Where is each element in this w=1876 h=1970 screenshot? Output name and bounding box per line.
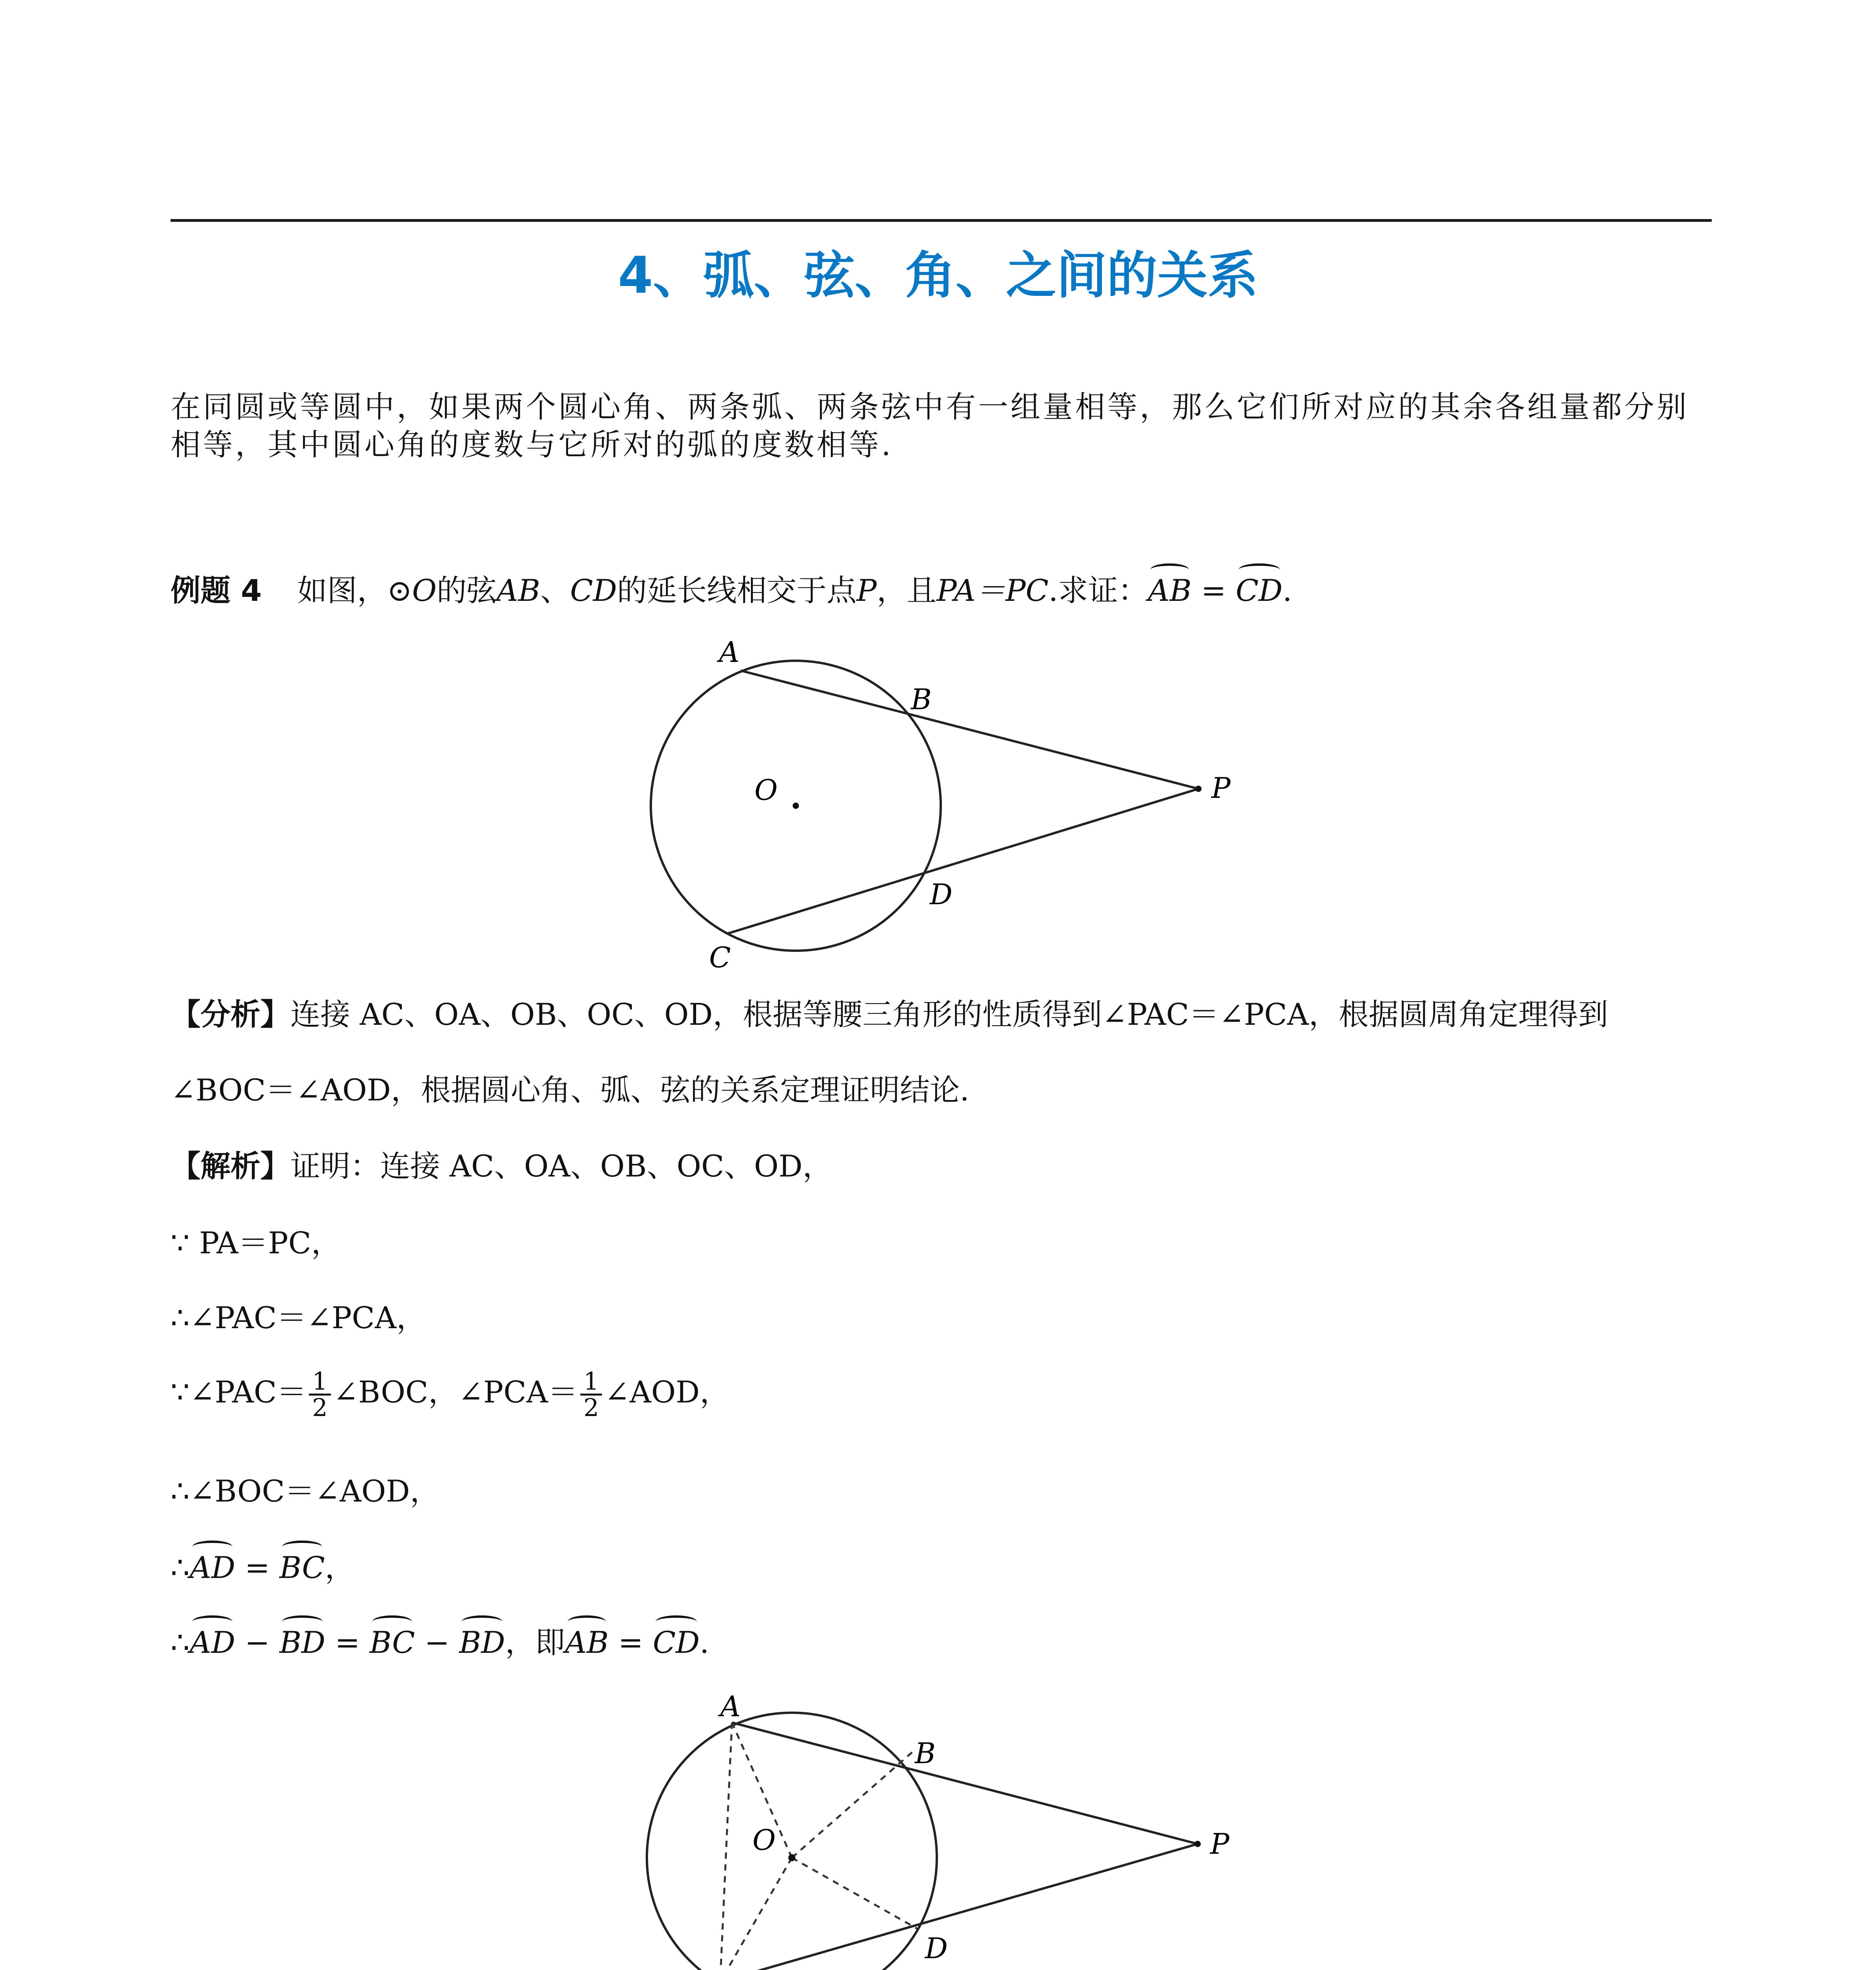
solution-label: 【解析】 [171,1149,290,1184]
fraction-half: $\frac{1}{2}$ [580,1369,602,1420]
segment-ac [720,1723,732,1970]
label-d: D [930,878,953,911]
segment-ob [792,1751,913,1858]
label-d: D [925,1932,948,1965]
center-dot [788,1854,795,1861]
label-p: P [1210,1827,1230,1860]
label-b: B [911,683,932,716]
analysis-line-1: 【分析】连接 AC、OA、OB、OC、OD，根据等腰三角形的性质得到∠PAC＝∠PCA，根据圆周角定理得到 [171,997,1608,1032]
segment-oc [720,1858,792,1970]
point-p [1194,1841,1201,1847]
top-rule [171,219,1712,222]
solution-line-3: ∴∠PAC＝∠PCA， [171,1300,427,1335]
label-o: O [754,773,778,807]
label-b: B [915,1737,936,1770]
point-p [1195,786,1202,792]
figure-1 [630,630,1269,977]
solution-line-1: 【解析】证明：连接 AC、OA、OB、OC、OD， [171,1149,833,1184]
example-statement: 例题 4 如图，⊙O的弦AB、CD的延长线相交于点P，且PA＝PC.求证：AB = CD. [171,563,1292,612]
analysis-line-2: ∠BOC＝∠AOD，根据圆心角、弧、弦的关系定理证明结论. [171,1072,970,1108]
solution-line-7: ∴AD − BD = BC − BD，即AB = CD. [171,1615,709,1664]
solution-line-5: ∴∠BOC＝∠AOD， [171,1474,440,1509]
arc-cd: CD [1236,563,1283,612]
center-dot [793,803,799,809]
analysis-label: 【分析】 [171,997,290,1032]
section-title: 4、弧、弦、角、之间的关系 [618,246,1258,305]
secant-pcd [727,789,1198,934]
arc-ab: AB [1148,563,1192,612]
label-a: A [719,636,739,669]
example-label: 例题 4 [171,573,262,608]
secant-pcd [720,1844,1198,1970]
segment-od [792,1858,917,1929]
solution-line-2: ∵ PA＝PC， [171,1225,341,1260]
figure-2 [630,1690,1269,1970]
solution-line-4: ∵∠PAC＝ $\frac{1}{2}$ ∠BOC，∠PCA＝ $\frac{1}{2}$ ∠AOD， [171,1367,730,1422]
label-a: A [720,1690,741,1723]
label-p: P [1211,771,1231,805]
secant-pab [732,1723,1198,1844]
fraction-half: $\frac{1}{2}$ [309,1369,331,1420]
intro-paragraph: 在同圆或等圆中，如果两个圆心角、两条弧、两条弦中有一组量相等，那么它们所对应的其余各组量都分别相等，其中圆心角的度数与它所对的弧的度数相等. [171,389,1689,462]
label-c: C [709,941,731,974]
solution-line-6: ∴AD = BC， [171,1541,355,1589]
secant-pab [741,671,1198,789]
label-o: O [752,1823,776,1857]
